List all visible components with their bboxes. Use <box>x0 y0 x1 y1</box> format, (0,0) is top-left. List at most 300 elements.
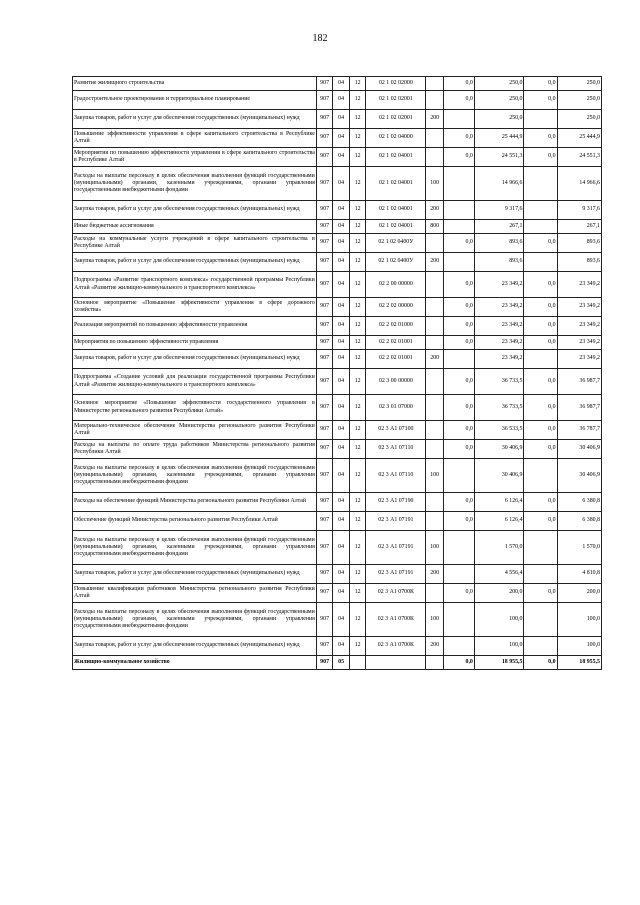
cell-amount-b: 23 349,2 <box>474 336 524 350</box>
cell-amount-d: 25 444,9 <box>557 129 601 148</box>
cell-amount-d: 250,0 <box>557 110 601 129</box>
cell-amount-a <box>443 531 474 565</box>
cell-amount-d: 100,0 <box>557 637 601 656</box>
cell-amount-d: 36 987,7 <box>557 369 601 395</box>
cell-vr <box>426 336 444 350</box>
cell-amount-b: 6 126,4 <box>474 493 524 512</box>
cell-ved: 907 <box>316 234 333 253</box>
cell-ved: 907 <box>316 148 333 167</box>
cell-vr <box>426 584 444 603</box>
cell-pr: 12 <box>349 531 366 565</box>
cell-csr: 02 1 02 04000 <box>366 129 426 148</box>
cell-vr <box>426 317 444 336</box>
cell-ved: 907 <box>316 336 333 350</box>
cell-amount-a <box>443 220 474 234</box>
cell-vr: 100 <box>426 459 444 493</box>
cell-amount-a: 0,0 <box>443 317 474 336</box>
cell-vr <box>426 148 444 167</box>
table-row <box>73 440 602 459</box>
cell-amount-c <box>524 637 557 656</box>
cell-amount-c <box>524 531 557 565</box>
cell-amount-d: 36 787,7 <box>557 421 601 440</box>
cell-amount-c <box>524 603 557 637</box>
cell-rz: 04 <box>333 77 350 91</box>
cell-name: Расходы на выплаты персоналу в целях обеспечения выполнения функций государственными (муниципальными) органами, казенными учреждениями, органами управления государственными внебюджетными фондами <box>73 167 317 201</box>
table-row <box>73 272 602 298</box>
cell-amount-b: 200,0 <box>474 584 524 603</box>
cell-name: Закупка товаров, работ и услуг для обеспечения государственных (муниципальных) нужд <box>73 253 317 272</box>
cell-pr: 12 <box>349 369 366 395</box>
cell-name: Жилищно-коммунальное хозяйство <box>73 656 317 670</box>
cell-amount-b: 893,6 <box>474 234 524 253</box>
cell-rz: 04 <box>333 272 350 298</box>
cell-amount-d: 250,0 <box>557 91 601 110</box>
cell-name: Основное мероприятие «Повышение эффективности управления в сфере дорожного хозяйства» <box>73 298 317 317</box>
cell-amount-b: 23 349,2 <box>474 350 524 369</box>
cell-rz: 04 <box>333 459 350 493</box>
cell-amount-a <box>443 603 474 637</box>
cell-csr: 02 2 02 01001 <box>366 336 426 350</box>
cell-ved: 907 <box>316 584 333 603</box>
cell-amount-a: 0,0 <box>443 512 474 531</box>
cell-pr: 12 <box>349 77 366 91</box>
cell-amount-d: 24 551,3 <box>557 148 601 167</box>
cell-csr: 02 3 А1 0700К <box>366 603 426 637</box>
cell-vr <box>426 656 444 670</box>
cell-rz: 04 <box>333 637 350 656</box>
cell-pr: 12 <box>349 395 366 421</box>
cell-amount-c: 0,0 <box>524 369 557 395</box>
cell-csr <box>366 656 426 670</box>
cell-name: Подпрограмма «Создание условий для реализации государственной программы Республики Алтай «Развитие жилищно-коммунального и транспортного комплекса» <box>73 369 317 395</box>
cell-pr: 12 <box>349 459 366 493</box>
table-row <box>73 167 602 201</box>
cell-amount-b: 30 406,9 <box>474 459 524 493</box>
page-number: 182 <box>312 33 328 44</box>
cell-pr: 12 <box>349 234 366 253</box>
cell-name: Иные бюджетные ассигнования <box>73 220 317 234</box>
cell-amount-c: 0,0 <box>524 272 557 298</box>
cell-pr: 12 <box>349 512 366 531</box>
budget-table <box>72 76 602 670</box>
table-row <box>73 253 602 272</box>
cell-amount-b: 250,0 <box>474 77 524 91</box>
cell-amount-a: 0,0 <box>443 129 474 148</box>
cell-name: Мероприятия по повышению эффективности управления в сфере капитального строительства в Республике Алтай <box>73 148 317 167</box>
cell-rz: 04 <box>333 110 350 129</box>
cell-pr: 12 <box>349 336 366 350</box>
cell-amount-a: 0,0 <box>443 493 474 512</box>
cell-rz: 04 <box>333 129 350 148</box>
cell-name: Развитие жилищного строительства <box>73 77 317 91</box>
table-row <box>73 336 602 350</box>
cell-ved: 907 <box>316 421 333 440</box>
cell-amount-c: 0,0 <box>524 493 557 512</box>
cell-vr <box>426 298 444 317</box>
cell-amount-d: 893,6 <box>557 253 601 272</box>
cell-amount-d: 23 349,2 <box>557 272 601 298</box>
cell-csr: 02 1 02 02001 <box>366 110 426 129</box>
cell-amount-d: 1 570,0 <box>557 531 601 565</box>
cell-vr <box>426 272 444 298</box>
cell-csr: 02 1 02 0400У <box>366 253 426 272</box>
cell-rz: 04 <box>333 395 350 421</box>
table-row <box>73 493 602 512</box>
cell-csr: 02 1 02 04001 <box>366 220 426 234</box>
cell-amount-b: 30 406,9 <box>474 440 524 459</box>
table-row <box>73 234 602 253</box>
cell-pr: 12 <box>349 317 366 336</box>
cell-amount-d: 4 810,8 <box>557 565 601 584</box>
cell-amount-c: 0,0 <box>524 584 557 603</box>
cell-ved: 907 <box>316 317 333 336</box>
cell-ved: 907 <box>316 656 333 670</box>
table-row <box>73 395 602 421</box>
cell-amount-d: 23 349,2 <box>557 350 601 369</box>
cell-amount-d: 6 380,8 <box>557 512 601 531</box>
cell-csr: 02 1 02 04001 <box>366 201 426 220</box>
cell-amount-b: 23 349,2 <box>474 298 524 317</box>
cell-name: Расходы на выплаты персоналу в целях обеспечения выполнения функций государственными (муниципальными) органами, казенными учреждениями, органами управления государственными внебюджетными фондами <box>73 531 317 565</box>
cell-ved: 907 <box>316 91 333 110</box>
table-row <box>73 350 602 369</box>
table-row <box>73 77 602 91</box>
cell-rz: 04 <box>333 336 350 350</box>
cell-amount-d: 23 349,2 <box>557 336 601 350</box>
cell-amount-a: 0,0 <box>443 440 474 459</box>
cell-ved: 907 <box>316 350 333 369</box>
cell-ved: 907 <box>316 637 333 656</box>
cell-name: Закупка товаров, работ и услуг для обеспечения государственных (муниципальных) нужд <box>73 350 317 369</box>
cell-pr: 12 <box>349 421 366 440</box>
table-row <box>73 129 602 148</box>
cell-rz: 05 <box>333 656 350 670</box>
cell-amount-d: 30 406,9 <box>557 440 601 459</box>
cell-amount-a: 0,0 <box>443 148 474 167</box>
cell-vr <box>426 512 444 531</box>
cell-amount-d: 23 349,2 <box>557 317 601 336</box>
cell-rz: 04 <box>333 603 350 637</box>
cell-amount-c: 0,0 <box>524 77 557 91</box>
cell-ved: 907 <box>316 201 333 220</box>
cell-rz: 04 <box>333 584 350 603</box>
cell-amount-c: 0,0 <box>524 298 557 317</box>
cell-rz: 04 <box>333 253 350 272</box>
cell-amount-a <box>443 167 474 201</box>
cell-csr: 02 1 02 04001 <box>366 148 426 167</box>
cell-csr: 02 3 А1 07191 <box>366 531 426 565</box>
cell-amount-d: 30 406,9 <box>557 459 601 493</box>
cell-vr <box>426 440 444 459</box>
cell-amount-d: 14 966,6 <box>557 167 601 201</box>
cell-amount-a: 0,0 <box>443 584 474 603</box>
cell-amount-d: 9 317,6 <box>557 201 601 220</box>
cell-csr: 02 3 А1 07110 <box>366 440 426 459</box>
cell-csr: 02 2 02 01001 <box>366 350 426 369</box>
cell-vr: 200 <box>426 110 444 129</box>
cell-ved: 907 <box>316 77 333 91</box>
cell-name: Расходы на коммунальные услуги учреждений в сфере капитального строительства в Республике Алтай <box>73 234 317 253</box>
cell-amount-a: 0,0 <box>443 369 474 395</box>
table-row <box>73 110 602 129</box>
cell-name: Закупка товаров, работ и услуг для обеспечения государственных (муниципальных) нужд <box>73 201 317 220</box>
cell-amount-b: 6 126,4 <box>474 512 524 531</box>
cell-pr: 12 <box>349 272 366 298</box>
cell-amount-b: 36 533,5 <box>474 421 524 440</box>
cell-amount-a: 0,0 <box>443 298 474 317</box>
cell-vr: 200 <box>426 350 444 369</box>
table-row <box>73 584 602 603</box>
cell-amount-b: 36 733,5 <box>474 395 524 421</box>
table-row <box>73 148 602 167</box>
cell-amount-b: 267,1 <box>474 220 524 234</box>
cell-csr: 02 3 А1 0700К <box>366 584 426 603</box>
cell-amount-b: 25 444,9 <box>474 129 524 148</box>
cell-amount-a: 0,0 <box>443 656 474 670</box>
cell-pr <box>349 656 366 670</box>
cell-amount-b: 9 317,6 <box>474 201 524 220</box>
cell-rz: 04 <box>333 350 350 369</box>
cell-amount-d: 18 955,5 <box>557 656 601 670</box>
cell-csr: 02 1 02 04001 <box>366 167 426 201</box>
cell-ved: 907 <box>316 512 333 531</box>
cell-name: Повышение эффективности управления в сфере капитального строительства в Республике Алтай <box>73 129 317 148</box>
cell-ved: 907 <box>316 220 333 234</box>
cell-rz: 04 <box>333 220 350 234</box>
cell-ved: 907 <box>316 531 333 565</box>
cell-amount-c: 0,0 <box>524 234 557 253</box>
cell-amount-a <box>443 201 474 220</box>
cell-name: Повышение квалификации работников Министерства регионального развития Республики Алтай <box>73 584 317 603</box>
cell-pr: 12 <box>349 167 366 201</box>
cell-ved: 907 <box>316 369 333 395</box>
cell-csr: 02 2 00 00000 <box>366 272 426 298</box>
cell-amount-c: 0,0 <box>524 421 557 440</box>
cell-amount-b: 14 966,6 <box>474 167 524 201</box>
table-row <box>73 656 602 670</box>
cell-ved: 907 <box>316 272 333 298</box>
cell-vr: 100 <box>426 167 444 201</box>
cell-vr: 200 <box>426 253 444 272</box>
cell-amount-a: 0,0 <box>443 91 474 110</box>
table-row <box>73 220 602 234</box>
cell-amount-c: 0,0 <box>524 317 557 336</box>
cell-csr: 02 1 02 02000 <box>366 77 426 91</box>
cell-rz: 04 <box>333 148 350 167</box>
cell-csr: 02 1 02 02001 <box>366 91 426 110</box>
cell-amount-d: 267,1 <box>557 220 601 234</box>
cell-csr: 02 3 00 00000 <box>366 369 426 395</box>
cell-amount-b: 36 733,5 <box>474 369 524 395</box>
cell-amount-a: 0,0 <box>443 421 474 440</box>
cell-name: Расходы на выплаты персоналу в целях обеспечения выполнения функций государственными (муниципальными) органами, казенными учреждениями, органами управления государственными внебюджетными фондами <box>73 459 317 493</box>
table-row <box>73 298 602 317</box>
cell-name: Подпрограмма «Развитие транспортного комплекса» государственной программы Республики Алтай «Развитие жилищно-коммунального и транспортного комплекса» <box>73 272 317 298</box>
cell-amount-a: 0,0 <box>443 272 474 298</box>
budget-table-body <box>73 77 602 670</box>
table-row <box>73 91 602 110</box>
table-row <box>73 603 602 637</box>
cell-csr: 02 3 А1 07110 <box>366 459 426 493</box>
cell-amount-b: 100,0 <box>474 637 524 656</box>
cell-amount-c: 0,0 <box>524 395 557 421</box>
cell-amount-c: 0,0 <box>524 440 557 459</box>
cell-amount-b: 23 349,2 <box>474 272 524 298</box>
cell-pr: 12 <box>349 110 366 129</box>
cell-ved: 907 <box>316 110 333 129</box>
cell-rz: 04 <box>333 369 350 395</box>
cell-amount-c: 0,0 <box>524 129 557 148</box>
cell-vr: 800 <box>426 220 444 234</box>
cell-amount-c <box>524 110 557 129</box>
table-row <box>73 637 602 656</box>
cell-rz: 04 <box>333 493 350 512</box>
table-row <box>73 459 602 493</box>
cell-rz: 04 <box>333 167 350 201</box>
cell-name: Градостроительное проектирование и территориальное планирование <box>73 91 317 110</box>
cell-ved: 907 <box>316 565 333 584</box>
table-row <box>73 565 602 584</box>
cell-csr: 02 1 02 0400У <box>366 234 426 253</box>
cell-vr: 100 <box>426 531 444 565</box>
cell-vr <box>426 493 444 512</box>
cell-pr: 12 <box>349 148 366 167</box>
cell-amount-b: 18 955,5 <box>474 656 524 670</box>
cell-amount-c: 0,0 <box>524 656 557 670</box>
cell-amount-a <box>443 565 474 584</box>
cell-amount-c: 0,0 <box>524 336 557 350</box>
cell-rz: 04 <box>333 234 350 253</box>
cell-csr: 02 3 А1 07191 <box>366 565 426 584</box>
cell-pr: 12 <box>349 350 366 369</box>
cell-name: Реализация мероприятий по повышению эффективности управления <box>73 317 317 336</box>
cell-amount-c <box>524 350 557 369</box>
cell-csr: 02 3 А1 07100 <box>366 421 426 440</box>
cell-vr: 200 <box>426 637 444 656</box>
cell-name: Закупка товаров, работ и услуг для обеспечения государственных (муниципальных) нужд <box>73 637 317 656</box>
cell-csr: 02 3 А1 07191 <box>366 512 426 531</box>
cell-rz: 04 <box>333 317 350 336</box>
cell-amount-a <box>443 637 474 656</box>
cell-pr: 12 <box>349 565 366 584</box>
cell-amount-c <box>524 459 557 493</box>
cell-amount-d: 36 987,7 <box>557 395 601 421</box>
table-row <box>73 317 602 336</box>
cell-pr: 12 <box>349 298 366 317</box>
cell-ved: 907 <box>316 129 333 148</box>
cell-rz: 04 <box>333 512 350 531</box>
cell-ved: 907 <box>316 298 333 317</box>
cell-pr: 12 <box>349 637 366 656</box>
cell-amount-c <box>524 253 557 272</box>
cell-amount-c <box>524 565 557 584</box>
cell-amount-a <box>443 110 474 129</box>
cell-amount-c: 0,0 <box>524 512 557 531</box>
cell-rz: 04 <box>333 440 350 459</box>
cell-amount-a <box>443 459 474 493</box>
cell-amount-b: 24 551,3 <box>474 148 524 167</box>
cell-pr: 12 <box>349 584 366 603</box>
cell-name: Закупка товаров, работ и услуг для обеспечения государственных (муниципальных) нужд <box>73 110 317 129</box>
cell-ved: 907 <box>316 440 333 459</box>
cell-csr: 02 3 А1 07190 <box>366 493 426 512</box>
cell-pr: 12 <box>349 220 366 234</box>
cell-name: Расходы на выплаты по оплате труда работников Министерства регионального развития Республики Алтай <box>73 440 317 459</box>
table-row <box>73 421 602 440</box>
cell-name: Закупка товаров, работ и услуг для обеспечения государственных (муниципальных) нужд <box>73 565 317 584</box>
cell-amount-a: 0,0 <box>443 77 474 91</box>
cell-amount-d: 6 380,8 <box>557 493 601 512</box>
cell-rz: 04 <box>333 201 350 220</box>
cell-amount-b: 893,6 <box>474 253 524 272</box>
cell-vr <box>426 369 444 395</box>
cell-name: Материально-техническое обеспечение Министерства регионального развития Республики Алтай <box>73 421 317 440</box>
cell-amount-a: 0,0 <box>443 395 474 421</box>
cell-ved: 907 <box>316 603 333 637</box>
cell-rz: 04 <box>333 421 350 440</box>
cell-amount-b: 23 349,2 <box>474 317 524 336</box>
cell-csr: 02 3 01 07000 <box>366 395 426 421</box>
cell-amount-d: 200,0 <box>557 584 601 603</box>
cell-rz: 04 <box>333 531 350 565</box>
cell-amount-a <box>443 350 474 369</box>
cell-amount-c: 0,0 <box>524 91 557 110</box>
cell-csr: 02 2 02 01000 <box>366 317 426 336</box>
cell-pr: 12 <box>349 201 366 220</box>
cell-amount-d: 100,0 <box>557 603 601 637</box>
cell-rz: 04 <box>333 91 350 110</box>
cell-ved: 907 <box>316 395 333 421</box>
cell-amount-b: 250,0 <box>474 91 524 110</box>
table-row <box>73 369 602 395</box>
cell-ved: 907 <box>316 493 333 512</box>
cell-amount-c <box>524 220 557 234</box>
cell-name: Расходы на выплаты персоналу в целях обеспечения выполнения функций государственными (муниципальными) органами, казенными учреждениями, органами управления государственными внебюджетными фондами <box>73 603 317 637</box>
cell-vr: 200 <box>426 201 444 220</box>
cell-pr: 12 <box>349 440 366 459</box>
cell-amount-b: 250,0 <box>474 110 524 129</box>
cell-name: Основное мероприятие «Повышение эффективности государственного управления в Министерстве регионального развития Республики Алтай» <box>73 395 317 421</box>
cell-vr <box>426 395 444 421</box>
cell-amount-c <box>524 167 557 201</box>
cell-ved: 907 <box>316 253 333 272</box>
table-row <box>73 531 602 565</box>
cell-amount-c <box>524 201 557 220</box>
cell-amount-d: 250,0 <box>557 77 601 91</box>
cell-amount-b: 1 570,0 <box>474 531 524 565</box>
cell-vr: 100 <box>426 603 444 637</box>
cell-amount-b: 100,0 <box>474 603 524 637</box>
cell-vr <box>426 77 444 91</box>
cell-csr: 02 2 02 00000 <box>366 298 426 317</box>
table-row <box>73 512 602 531</box>
cell-pr: 12 <box>349 253 366 272</box>
cell-amount-a: 0,0 <box>443 234 474 253</box>
cell-vr <box>426 234 444 253</box>
cell-amount-c: 0,0 <box>524 148 557 167</box>
cell-pr: 12 <box>349 91 366 110</box>
cell-vr <box>426 421 444 440</box>
cell-amount-d: 23 349,2 <box>557 298 601 317</box>
cell-name: Расходы на обеспечение функций Министерства регионального развития Республики Алтай <box>73 493 317 512</box>
cell-amount-b: 4 556,4 <box>474 565 524 584</box>
cell-vr <box>426 129 444 148</box>
cell-amount-a <box>443 253 474 272</box>
cell-vr: 200 <box>426 565 444 584</box>
cell-csr: 02 3 А1 0700К <box>366 637 426 656</box>
cell-rz: 04 <box>333 298 350 317</box>
cell-rz: 04 <box>333 565 350 584</box>
